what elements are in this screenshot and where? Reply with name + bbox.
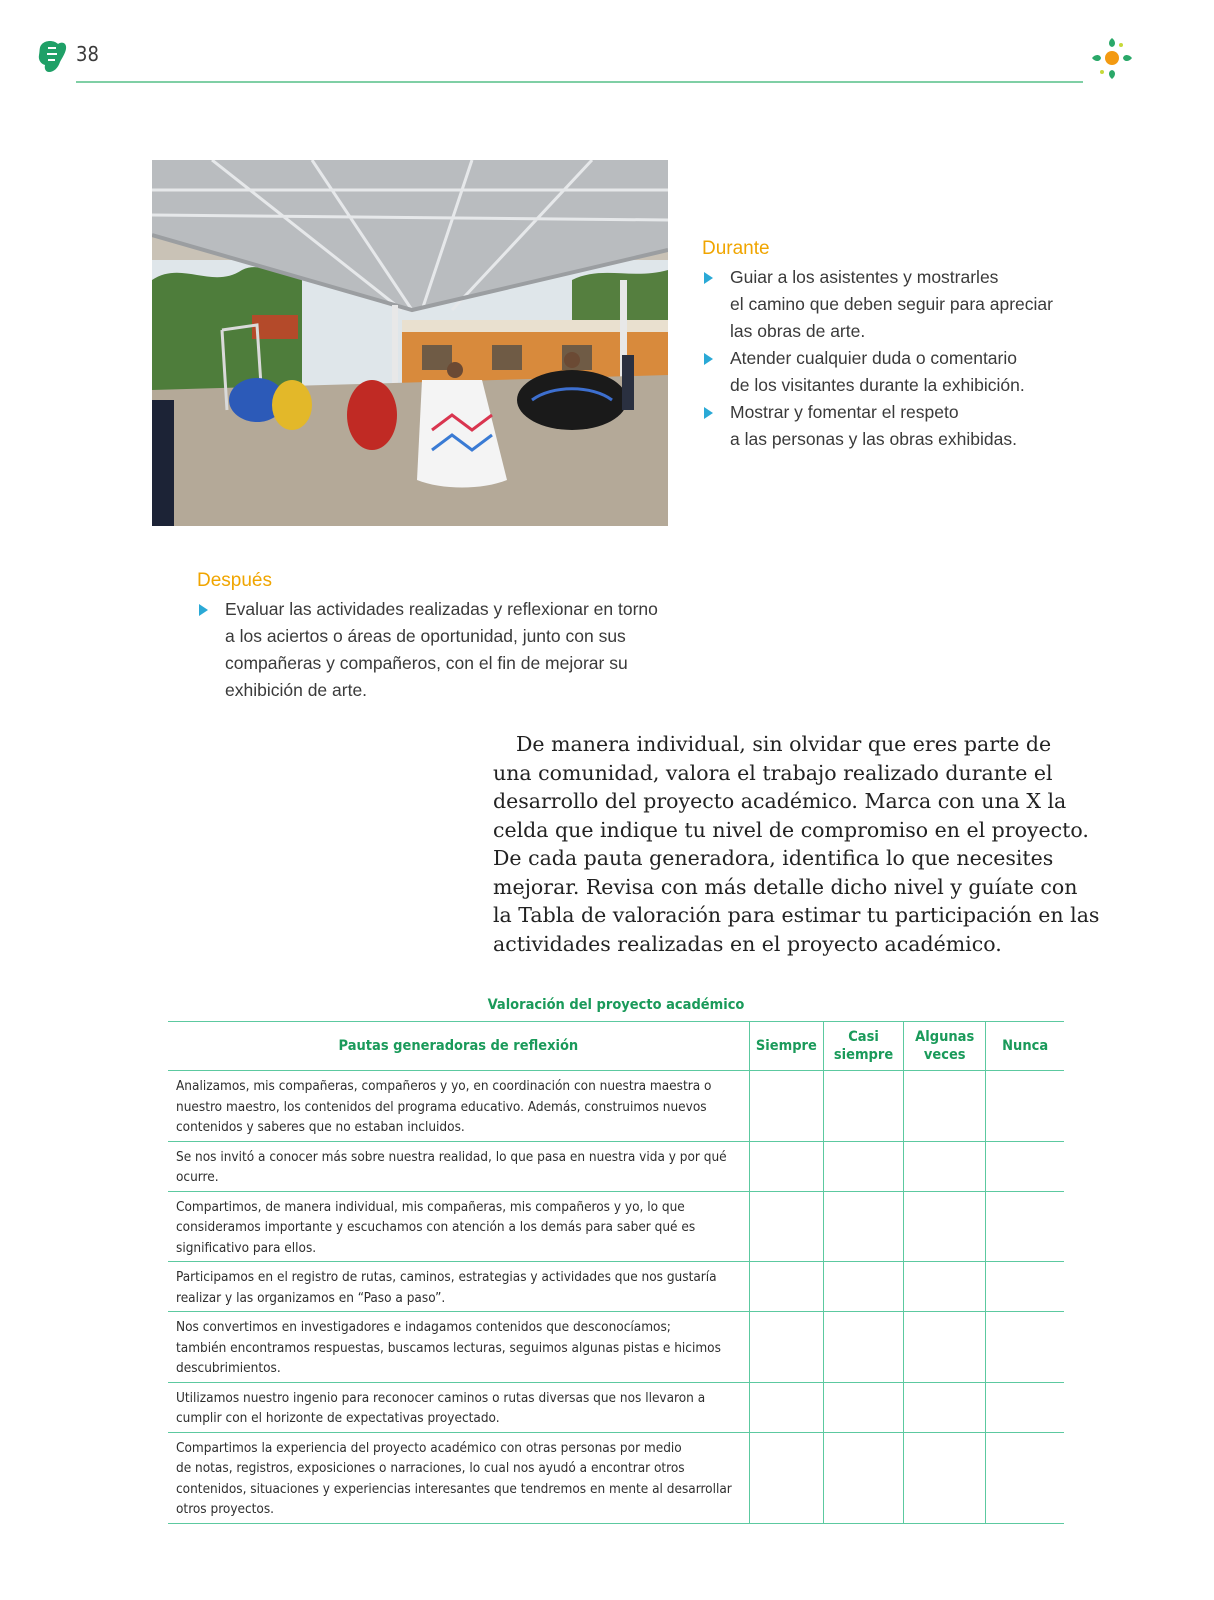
bullet-arrow-icon [704, 353, 713, 365]
column-header-pautas: Pautas generadoras de reflexión [168, 1022, 749, 1071]
pauta-cell: Utilizamos nuestro ingenio para reconocer caminos o rutas diversas que nos llevaron a cumplir con el horizonte de expectativas proyectado. [168, 1382, 749, 1432]
bullet-arrow-icon [199, 604, 208, 616]
bullet-arrow-icon [704, 407, 713, 419]
book-logo-icon [36, 38, 68, 74]
algunas-veces-cell[interactable] [904, 1141, 986, 1191]
list-item: Atender cualquier duda o comentario de los visitantes durante la exhibición. [702, 345, 1082, 399]
table-row [168, 1071, 1064, 1142]
column-header-algunas-veces: Algunas veces [904, 1022, 986, 1071]
algunas-veces-cell[interactable] [904, 1312, 986, 1383]
table-row [168, 1382, 1064, 1432]
casi-siempre-cell[interactable] [823, 1262, 903, 1312]
column-header-casi-siempre: Casi siempre [823, 1022, 903, 1071]
nunca-cell[interactable] [986, 1071, 1064, 1142]
algunas-veces-cell[interactable] [904, 1071, 986, 1142]
table-row [168, 1191, 1064, 1262]
table-row [168, 1141, 1064, 1191]
pauta-cell: Analizamos, mis compañeras, compañeros y yo, en coordinación con nuestra maestra o nuestro maestro, los contenidos del programa educativo. Además, construimos nuevos contenidos y saberes que no estaban incluidos. [168, 1071, 749, 1142]
siempre-cell[interactable] [749, 1382, 823, 1432]
casi-siempre-cell[interactable] [823, 1312, 903, 1383]
dance-photo [152, 160, 668, 526]
algunas-veces-cell[interactable] [904, 1191, 986, 1262]
list-item: Mostrar y fomentar el respeto a las personas y las obras exhibidas. [702, 399, 1082, 453]
rating-table [168, 1021, 1064, 1524]
list-item: Evaluar las actividades realizadas y reflexionar en torno a los aciertos o áreas de oportunidad, junto con sus compañeras y compañeros, con el fin de mejorar su exhibición de arte. [197, 596, 677, 704]
casi-siempre-cell[interactable] [823, 1191, 903, 1262]
page-number: 38 [76, 42, 99, 66]
pauta-cell: Compartimos, de manera individual, mis compañeras, mis compañeros y yo, lo que consideramos importante y escuchamos con atención a los demás para saber qué es significativo para ellos. [168, 1191, 749, 1262]
instructions-paragraph: De manera individual, sin olvidar que eres parte de una comunidad, valora el trabajo realizado durante el desarrollo del proyecto académico. Marca con una X la celda que indique tu nivel de compromiso en el proyecto. De cada pauta generadora, identifica lo que necesites mejorar. Revisa con más detalle dicho nivel y guíate con la Tabla de valoración para estimar tu participación en las actividades realizadas en el proyecto académico. [493, 732, 1100, 956]
nunca-cell[interactable] [986, 1191, 1064, 1262]
nunca-cell[interactable] [986, 1382, 1064, 1432]
table-row [168, 1262, 1064, 1312]
casi-siempre-cell[interactable] [823, 1432, 903, 1523]
siempre-cell[interactable] [749, 1262, 823, 1312]
column-header-siempre: Siempre [749, 1022, 823, 1071]
siempre-cell[interactable] [749, 1141, 823, 1191]
siempre-cell[interactable] [749, 1312, 823, 1383]
despues-title: Después [197, 570, 272, 591]
table-row [168, 1312, 1064, 1383]
table-header-row [168, 1022, 1064, 1071]
siempre-cell[interactable] [749, 1191, 823, 1262]
siempre-cell[interactable] [749, 1071, 823, 1142]
casi-siempre-cell[interactable] [823, 1141, 903, 1191]
nunca-cell[interactable] [986, 1312, 1064, 1383]
column-header-nunca: Nunca [986, 1022, 1064, 1071]
table-caption: Valoración del proyecto académico [487, 997, 745, 1013]
algunas-veces-cell[interactable] [904, 1262, 986, 1312]
nunca-cell[interactable] [986, 1141, 1064, 1191]
durante-title: Durante [702, 238, 770, 259]
algunas-veces-cell[interactable] [904, 1432, 986, 1523]
header-rule [76, 81, 1083, 83]
pauta-cell: Participamos en el registro de rutas, caminos, estrategias y actividades que nos gustaría realizar y las organizamos en “Paso a paso”. [168, 1262, 749, 1312]
casi-siempre-cell[interactable] [823, 1071, 903, 1142]
nunca-cell[interactable] [986, 1262, 1064, 1312]
durante-list [702, 264, 1082, 453]
casi-siempre-cell[interactable] [823, 1382, 903, 1432]
list-item: Guiar a los asistentes y mostrarles el camino que deben seguir para apreciar las obras de arte. [702, 264, 1082, 345]
nunca-cell[interactable] [986, 1432, 1064, 1523]
pauta-cell: Se nos invitó a conocer más sobre nuestra realidad, lo que pasa en nuestra vida y por qué ocurre. [168, 1141, 749, 1191]
despues-list [197, 596, 677, 704]
pauta-cell: Nos convertimos en investigadores e indagamos contenidos que desconocíamos; también encontramos respuestas, buscamos lecturas, seguimos algunas pistas e hicimos descubrimientos. [168, 1312, 749, 1383]
bullet-arrow-icon [704, 272, 713, 284]
algunas-veces-cell[interactable] [904, 1382, 986, 1432]
table-row [168, 1432, 1064, 1523]
siempre-cell[interactable] [749, 1432, 823, 1523]
flower-ornament-icon [1086, 33, 1138, 85]
pauta-cell: Compartimos la experiencia del proyecto académico con otras personas por medio de notas, registros, exposiciones o narraciones, lo cual nos ayudó a encontrar otros contenidos, situaciones y experiencias interesantes que tendremos en mente al desarrollar otros proyectos. [168, 1432, 749, 1523]
